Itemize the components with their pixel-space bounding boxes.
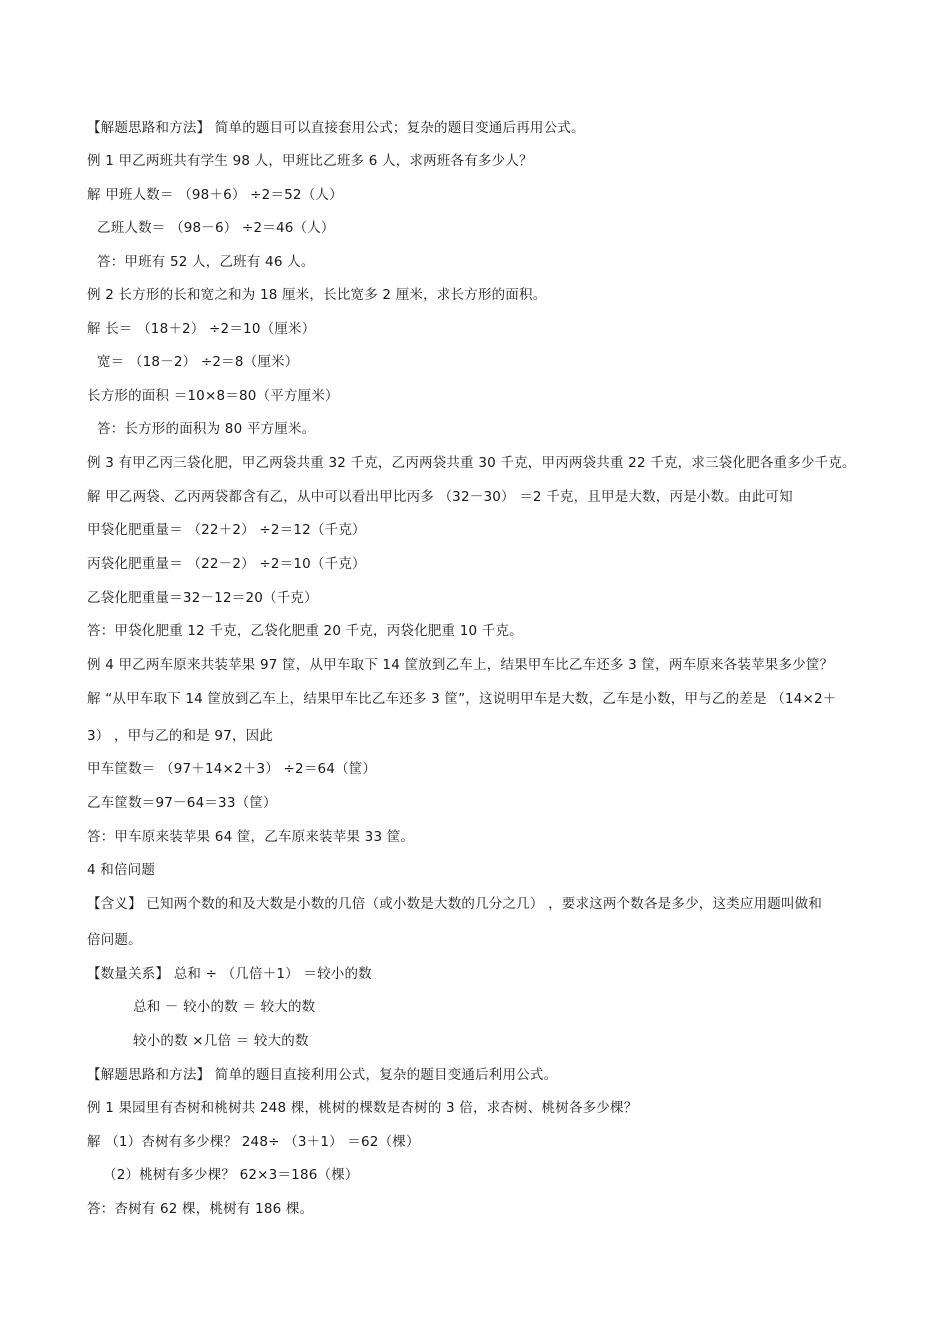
quantity-relation-1: 【数量关系】 总和 ÷ （几倍＋1） ＝较小的数 <box>87 966 372 982</box>
example-2-question: 例 2 长方形的长和宽之和为 18 厘米，长比宽多 2 厘米，求长方形的面积。 <box>87 287 547 303</box>
quantity-relation-3: 较小的数 ×几倍 ＝ 较大的数 <box>133 1033 309 1049</box>
example-4-solution-intro-cont: 3） ，甲与乙的和是 97，因此 <box>87 728 274 744</box>
example-3-answer: 答：甲袋化肥重 12 千克，乙袋化肥重 20 千克，丙袋化肥重 10 千克。 <box>87 623 523 639</box>
example-4-solution-intro: 解 “从甲车取下 14 筐放到乙车上，结果甲车比乙车还多 3 筐”，这说明甲车是大数，乙车是小数，甲与乙的差是 （14×2＋ <box>87 691 837 707</box>
example-3-solution-b: 丙袋化肥重量＝ （22－2） ÷2＝10（千克） <box>87 556 366 572</box>
example-5-answer: 答：杏树有 62 棵，桃树有 186 棵。 <box>87 1201 314 1217</box>
definition-line-1: 【含义】 已知两个数的和及大数是小数的几倍（或小数是大数的几分之几） ，要求这两个数各是多少，这类应用题叫做和 <box>87 896 823 912</box>
section-title-sum-multiple: 4 和倍问题 <box>87 862 156 878</box>
example-1-solution-b: 乙班人数＝ （98－6） ÷2＝46（人） <box>97 220 335 236</box>
example-4-solution-a: 甲车筐数＝ （97＋14×2＋3） ÷2＝64（筐） <box>87 761 377 777</box>
example-4-solution-b: 乙车筐数＝97－64＝33（筐） <box>87 795 277 811</box>
example-4-answer: 答：甲车原来装苹果 64 筐，乙车原来装苹果 33 筐。 <box>87 829 415 845</box>
example-5-question: 例 1 果园里有杏树和桃树共 248 棵，桃树的棵数是杏树的 3 倍，求杏树、桃树各多少棵？ <box>87 1100 638 1116</box>
example-2-answer: 答：长方形的面积为 80 平方厘米。 <box>97 421 316 437</box>
example-2-area: 长方形的面积 ＝10×8＝80（平方厘米） <box>87 388 339 404</box>
example-1-answer: 答：甲班有 52 人，乙班有 46 人。 <box>97 254 315 270</box>
definition-line-2: 倍问题。 <box>87 932 142 948</box>
example-2-solution-b: 宽＝ （18－2） ÷2＝8（厘米） <box>97 354 299 370</box>
method-heading-1: 【解题思路和方法】 简单的题目可以直接套用公式；复杂的题目变通后再用公式。 <box>87 120 585 136</box>
example-3-solution-intro: 解 甲乙两袋、乙丙两袋都含有乙，从中可以看出甲比丙多 （32－30） ＝2 千克，且甲是大数，丙是小数。由此可知 <box>87 489 793 505</box>
example-2-solution-a: 解 长＝ （18＋2） ÷2＝10（厘米） <box>87 321 316 337</box>
example-3-solution-c: 乙袋化肥重量＝32－12＝20（千克） <box>87 590 318 606</box>
example-1-question: 例 1 甲乙两班共有学生 98 人，甲班比乙班多 6 人，求两班各有多少人？ <box>87 153 533 169</box>
example-5-solution-a: 解 （1）杏树有多少棵？ 248÷ （3＋1） ＝62（棵） <box>87 1134 420 1150</box>
example-1-solution-a: 解 甲班人数＝ （98＋6） ÷2＝52（人） <box>87 187 343 203</box>
example-4-question: 例 4 甲乙两车原来共装苹果 97 筐，从甲车取下 14 筐放到乙车上，结果甲车比乙车还多 3 筐，两车原来各装苹果多少筐？ <box>87 657 834 673</box>
example-5-solution-b: （2）桃树有多少棵？ 62×3＝186（棵） <box>103 1167 359 1183</box>
quantity-relation-2: 总和 － 较小的数 ＝ 较大的数 <box>133 999 316 1015</box>
method-heading-2: 【解题思路和方法】 简单的题目直接利用公式，复杂的题目变通后利用公式。 <box>87 1067 558 1083</box>
example-3-solution-a: 甲袋化肥重量＝ （22＋2） ÷2＝12（千克） <box>87 522 366 538</box>
example-3-question: 例 3 有甲乙丙三袋化肥，甲乙两袋共重 32 千克，乙丙两袋共重 30 千克，甲丙两袋共重 22 千克，求三袋化肥各重多少千克。 <box>87 455 856 471</box>
